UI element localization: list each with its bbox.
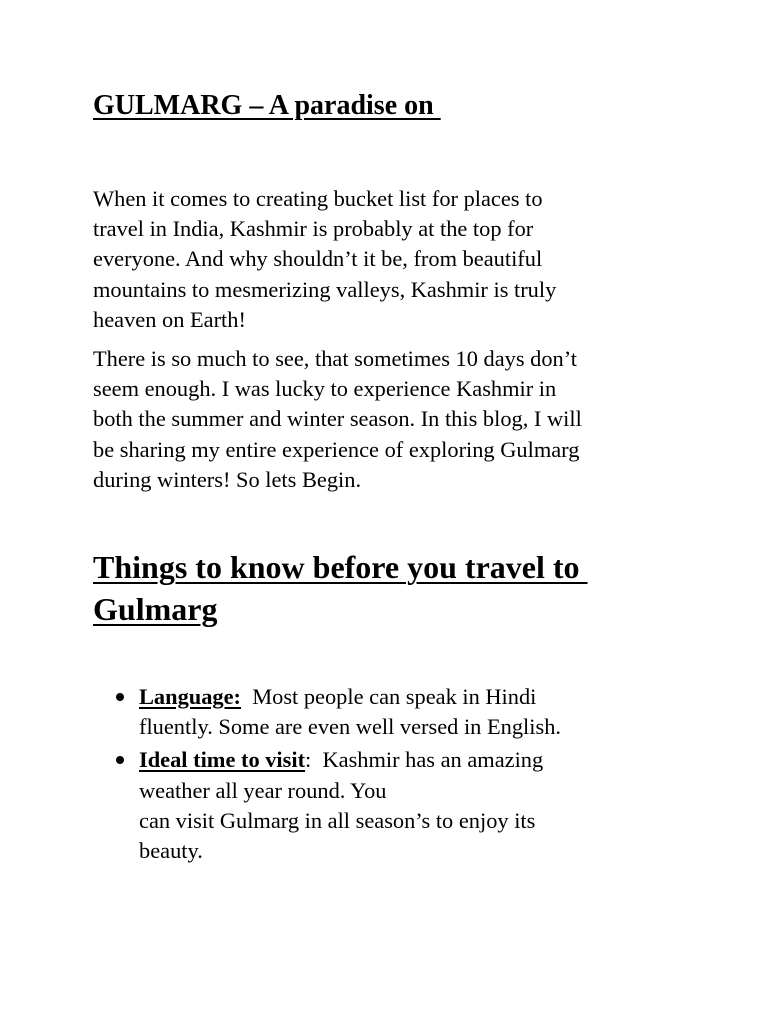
section-heading-line-1: Things to know before you travel to [93, 549, 588, 585]
bullet-first-line [139, 682, 673, 712]
bullet-line: beauty. [139, 838, 203, 864]
bullet-line: can visit Gulmarg in all season’s to enjoy its [139, 807, 536, 833]
paragraph-line: be sharing my entire experience of exploring Gulmarg [93, 436, 580, 462]
paragraph-line: everyone. And why shouldn’t it be, from beautiful [93, 246, 543, 272]
list-item [93, 682, 673, 742]
paragraph-line: both the summer and winter season. In this blog, I will [93, 406, 582, 432]
bullet-first-line [139, 745, 673, 775]
paragraph-line: heaven on Earth! [93, 306, 246, 332]
bullet-text: Most people can speak in Hindi [241, 684, 537, 709]
section-heading [93, 546, 588, 630]
section-heading-line-2: Gulmarg [93, 591, 218, 627]
paragraph-line: mountains to mesmerizing valleys, Kashmir is truly [93, 276, 557, 302]
bullet-list [93, 682, 673, 869]
paragraph-line: travel in India, Kashmir is probably at the top for [93, 216, 534, 242]
paragraph-line: When it comes to creating bucket list for places to [93, 186, 543, 211]
intro-paragraph-2 [93, 344, 673, 495]
document-title: GULMARG – A paradise on [93, 90, 441, 121]
bullet-label: Language: [139, 684, 242, 709]
bullet-text: : Kashmir has an amazing [305, 747, 544, 773]
paragraph-line: seem enough. I was lucky to experience Kashmir in [93, 376, 557, 402]
bullet-icon [116, 693, 124, 701]
bullet-line: fluently. Some are even well versed in English. [139, 714, 561, 740]
bullet-line: weather all year round. You [139, 777, 387, 803]
paragraph-line: There is so much to see, that sometimes 10 days don’t [93, 346, 578, 371]
bullet-icon [116, 756, 124, 764]
intro-paragraph-1 [93, 184, 673, 335]
paragraph-line: during winters! So lets Begin. [93, 466, 362, 492]
bullet-label: Ideal time to visit [139, 747, 306, 773]
list-item [93, 745, 673, 866]
